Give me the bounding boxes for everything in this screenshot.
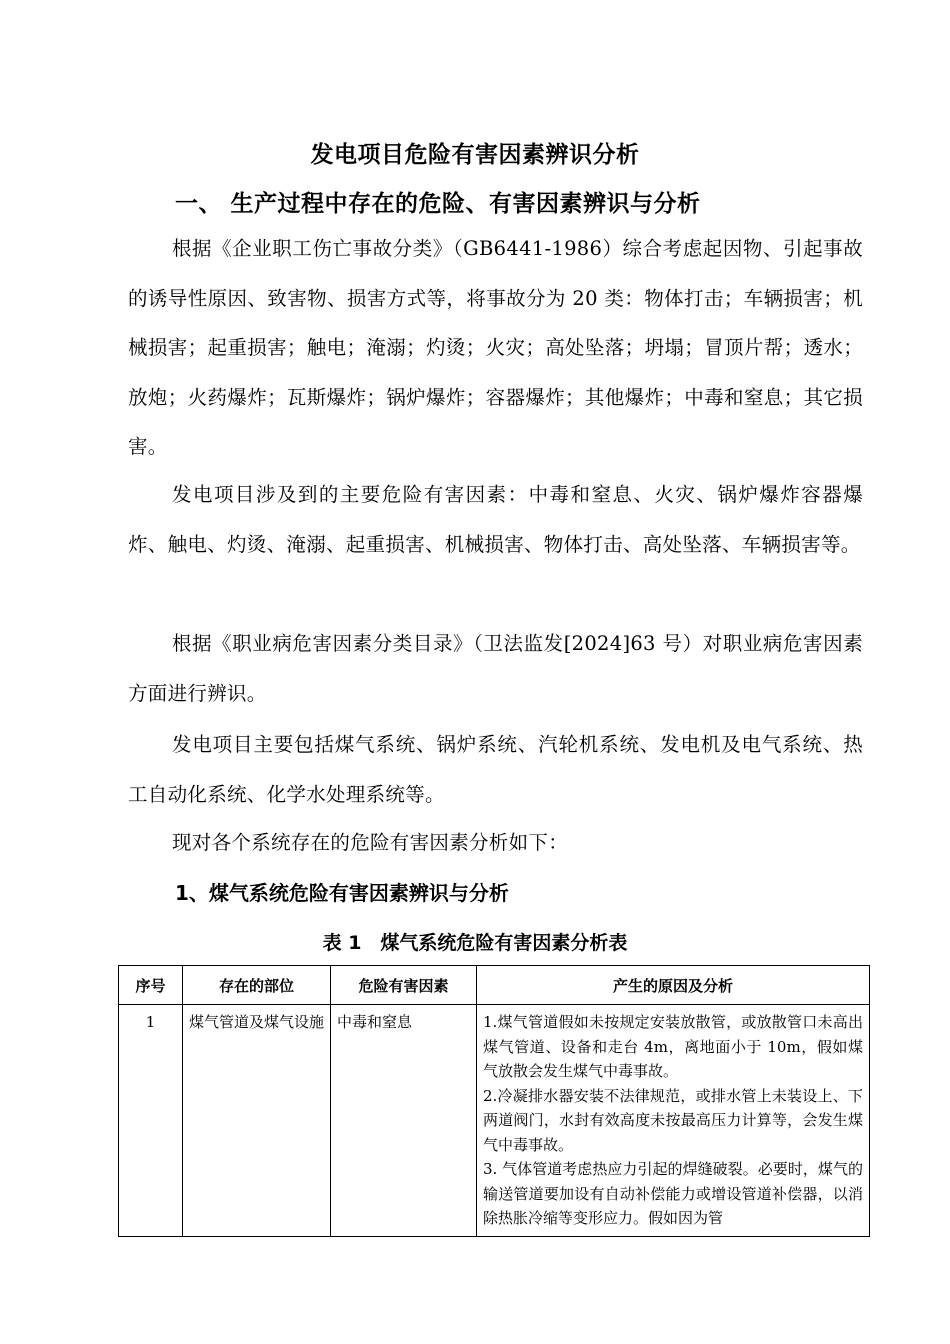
cell-no: 1 (119, 1005, 183, 1237)
header-hazard: 危险有害因素 (331, 966, 477, 1005)
cell-location: 煤气管道及煤气设施 (183, 1005, 331, 1237)
hazard-analysis-table (118, 965, 870, 1237)
header-location: 存在的部位 (183, 966, 331, 1005)
section-heading: 一、 生产过程中存在的危险、有害因素辨识与分析 (175, 191, 701, 217)
paragraph-accident-classification: 根据《企业职工伤亡事故分类》（GB6441-1986）综合考虑起因物、引起事故的诱导性原因、致害物、损害方式等，将事故分为 20 类：物体打击；车辆损害；机械损害；起重损害；触电；淹溺；灼烫；火灾；高处坠落；坍塌；冒顶片帮；透水；放炮；火药爆炸；瓦斯爆炸；锅炉爆炸；容器爆炸；其他爆炸；中毒和窒息；其它损害。 (128, 237, 863, 458)
header-analysis: 产生的原因及分析 (477, 966, 870, 1005)
document-title: 发电项目危险有害因素辨识分析 (310, 142, 640, 168)
table-header-row (119, 966, 870, 1005)
paragraph-systems: 发电项目主要包括煤气系统、锅炉系统、汽轮机系统、发电机及电气系统、热工自动化系统、化学水处理系统等。 (128, 733, 863, 806)
table-row (119, 1005, 870, 1237)
analysis-item-2: 2.冷凝排水器安装不法律规范，或排水管上未装设上、下两道阀门，水封有效高度未按最高压力计算等，会发生煤气中毒事故。 (483, 1086, 863, 1154)
subsection-heading: 1、煤气系统危险有害因素辨识与分析 (175, 881, 509, 905)
paragraph-main-hazards: 发电项目涉及到的主要危险有害因素：中毒和窒息、火灾、锅炉爆炸容器爆炸、触电、灼烫、淹溺、起重损害、机械损害、物体打击、高处坠落、车辆损害等。 (128, 483, 863, 556)
header-no: 序号 (119, 966, 183, 1005)
table-caption: 表 1 煤气系统危险有害因素分析表 (322, 932, 628, 954)
analysis-item-1: 1.煤气管道假如未按规定安装放散管，或放散管口未高出煤气管道、设备和走台 4m，离地面小于 10m，假如煤气放散会发生煤气中毒事故。 (483, 1013, 863, 1080)
paragraph-analysis-intro: 现对各个系统存在的危险有害因素分析如下： (172, 831, 569, 854)
cell-analysis (477, 1005, 870, 1237)
cell-hazard: 中毒和窒息 (331, 1005, 477, 1237)
analysis-item-3: 3. 气体管道考虑热应力引起的焊缝破裂。必要时，煤气的输送管道要加设有自动补偿能力或增设管道补偿器，以消除热胀冷缩等变形应力。假如因为管 (483, 1160, 863, 1227)
paragraph-occupational-hazards: 根据《职业病危害因素分类目录》（卫法监发[2024]63 号）对职业病危害因素方面进行辨识。 (128, 632, 863, 705)
